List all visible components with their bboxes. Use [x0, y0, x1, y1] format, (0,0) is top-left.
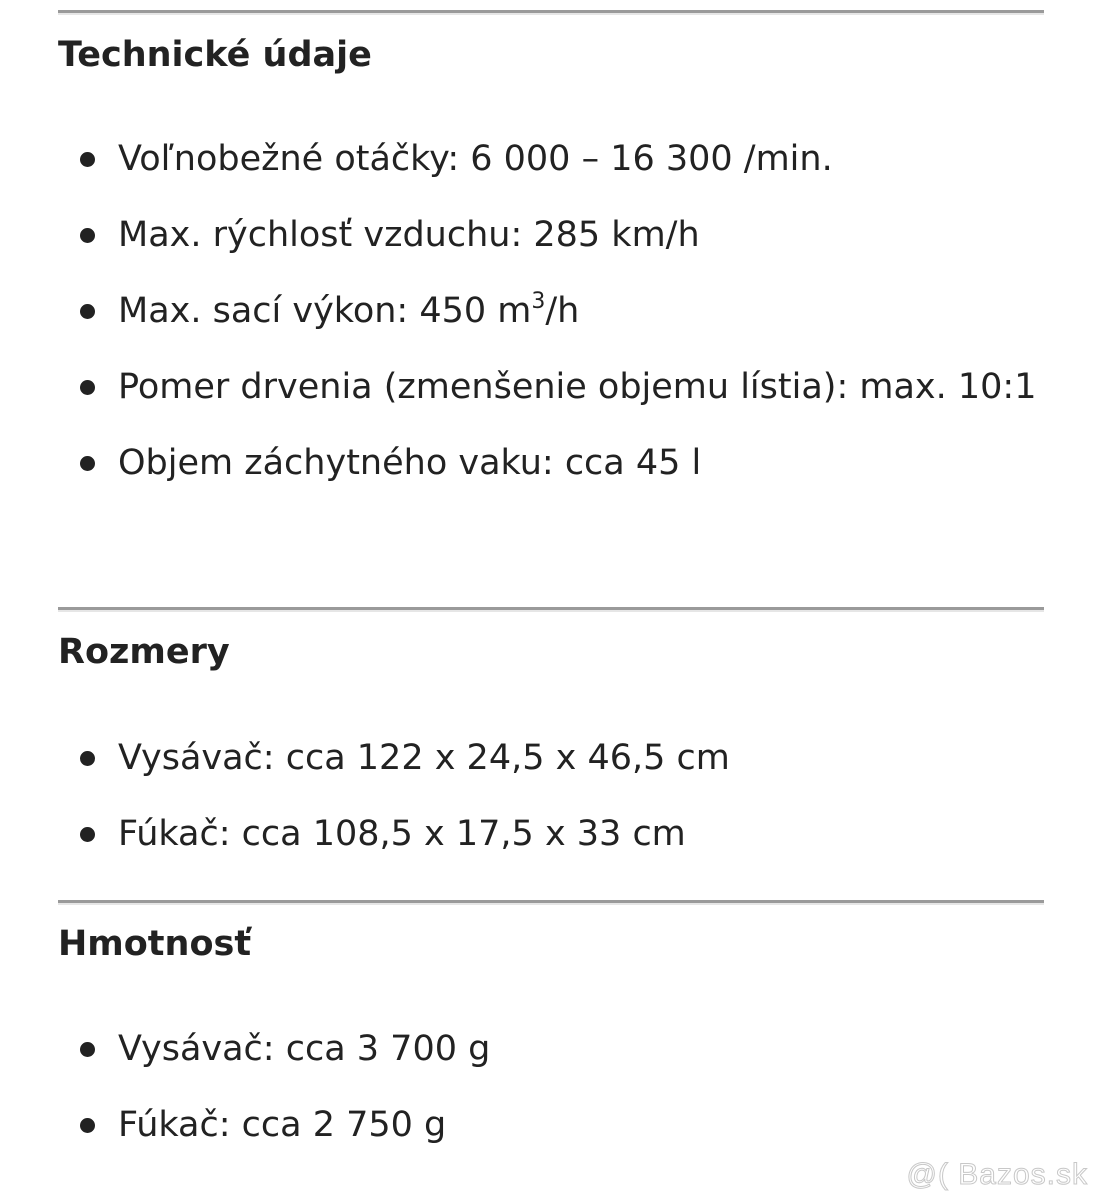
list-item-text: Max. sací výkon: 450 m — [118, 291, 532, 331]
list-item-text: Fúkač: cca 108,5 x 17,5 x 33 cm — [118, 814, 686, 854]
list-item-text: Max. rýchlosť vzduchu: 285 km/h — [118, 215, 700, 255]
section-divider — [58, 900, 1044, 905]
list-item-text: Fúkač: cca 2 750 g — [118, 1105, 447, 1145]
list-item-text: Objem záchytného vaku: cca 45 l — [118, 443, 702, 483]
list-item — [58, 197, 1038, 273]
bullet-icon — [80, 1042, 95, 1057]
bullet-icon — [80, 456, 95, 471]
weight-list — [58, 1011, 1038, 1163]
list-item-text: Pomer drvenia (zmenšenie objemu lístia): max. 10:1 — [118, 367, 1037, 407]
bullet-icon — [80, 228, 95, 243]
list-item — [58, 121, 1038, 197]
technical-data-list — [58, 121, 1038, 501]
list-item-text: Vysávač: cca 3 700 g — [118, 1029, 491, 1069]
bullet-icon — [80, 380, 95, 395]
list-item-text: Vysávač: cca 122 x 24,5 x 46,5 cm — [118, 738, 730, 778]
bullet-icon — [80, 827, 95, 842]
section-title-dimensions: Rozmery — [58, 632, 230, 672]
dimensions-list — [58, 720, 1038, 872]
list-item — [58, 425, 1038, 501]
list-item — [58, 1087, 1038, 1163]
list-item — [58, 273, 1038, 349]
list-item — [58, 796, 1038, 872]
section-title-weight: Hmotnosť — [58, 924, 252, 964]
section-divider — [58, 10, 1044, 15]
list-item — [58, 720, 1038, 796]
section-title-technical-data: Technické údaje — [58, 35, 372, 75]
bullet-icon — [80, 751, 95, 766]
bullet-icon — [80, 304, 95, 319]
list-item — [58, 349, 1038, 425]
section-divider — [58, 607, 1044, 612]
superscript: 3 — [531, 289, 546, 314]
list-item-text: Voľnobežné otáčky: 6 000 – 16 300 /min. — [118, 139, 833, 179]
bullet-icon — [80, 1118, 95, 1133]
bullet-icon — [80, 152, 95, 167]
bazos-watermark: @( Bazos.sk — [906, 1158, 1088, 1191]
list-item-text-suffix: /h — [545, 291, 580, 331]
list-item — [58, 1011, 1038, 1087]
